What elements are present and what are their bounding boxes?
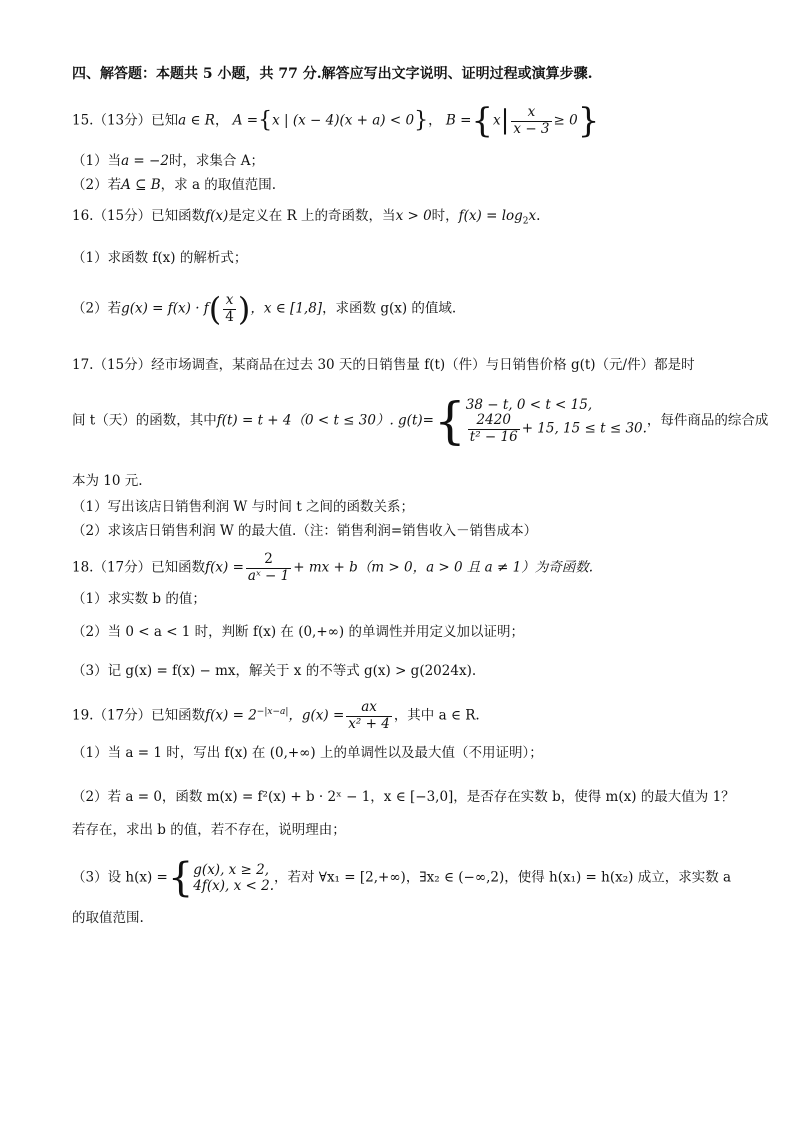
- q17-case2-num: 2420: [468, 413, 520, 430]
- q18-frac: [246, 552, 291, 584]
- q16-p2-post: ，求函数 g(x) 的值域.: [322, 300, 457, 317]
- q16-def-tail: x: [528, 208, 537, 224]
- q19-stem: [72, 700, 480, 732]
- left-brace-icon: {: [471, 101, 494, 141]
- q17-line1: 17.（15分）经市场调查，某商品在过去 30 天的日销售量 f(t)（件）与日销售价格 g(t)（元/件）都是时: [72, 357, 695, 373]
- left-brace-icon: {: [433, 392, 466, 450]
- q16-p2-frac: [223, 293, 236, 325]
- q16-mid: 是定义在 R 上的奇函数，当: [228, 208, 396, 224]
- q19-case2: 4f(x), x < 2.: [193, 878, 274, 894]
- q15-B-num: x: [511, 105, 551, 122]
- q19-head: 19.（17分）已知函数: [72, 707, 206, 724]
- q16-mid2: 时，: [431, 208, 459, 224]
- q15-B-rel: ≥ 0: [553, 112, 578, 129]
- left-brace-icon: {: [167, 855, 194, 901]
- section-title: 四、解答题：本题共 5 小题，共 77 分.解答应写出文字说明、证明过程或演算步骤.: [72, 66, 593, 82]
- q18-tail: + mx + b（m > 0，a > 0 且 a ≠ 1）为奇函数.: [293, 559, 594, 576]
- q15-sep1: ，: [214, 112, 229, 129]
- q16-def: f(x) = log: [458, 208, 523, 224]
- q15-p2-cond: A ⊆ B: [121, 177, 161, 193]
- q18-part3: （3）记 g(x) = f(x) − mx，解关于 x 的不等式 g(x) > g(2024x).: [72, 663, 477, 679]
- q15-set-a: a ∈ R: [178, 112, 215, 129]
- q16-part2: [72, 290, 457, 329]
- q16-p2-num: x: [223, 293, 236, 310]
- q15-part1: [72, 153, 264, 169]
- q16-log-base: 2: [522, 216, 529, 227]
- q19-g-num: ax: [346, 700, 392, 717]
- q17-part2: （2）求该店日销售利润 W 的最大值.（注：销售利润=销售收入－销售成本）: [72, 523, 538, 539]
- bar-icon: |: [500, 105, 510, 136]
- q17-cases: [466, 397, 647, 445]
- q19-f-exp: −|x−a|: [256, 707, 289, 718]
- q15-B-den: x − 3: [513, 120, 550, 137]
- right-brace-icon: }: [414, 107, 429, 133]
- q19-part2a: （2）若 a = 0，函数 m(x) = f²(x) + b · 2ˣ − 1，x ∈ [−3,0]，是否存在实数 b，使得 m(x) 的最大值为 1？: [72, 789, 735, 805]
- q18-num: 2: [246, 552, 291, 569]
- q15-B-x: x: [493, 112, 501, 129]
- q15-A-left: A =: [232, 112, 259, 129]
- q16-stem: [72, 208, 540, 227]
- q17-case2-den: t² − 16: [469, 428, 518, 445]
- q15-stem: [72, 101, 600, 141]
- q19-part1: （1）当 a = 1 时，写出 f(x) 在 (0,+∞) 上的单调性以及最大值（不用证明）；: [72, 745, 543, 761]
- q16-head: 16.（15分）已知函数: [72, 208, 206, 224]
- q15-part2: [72, 177, 276, 193]
- q15-p1-post: 时，求集合 A；: [168, 153, 264, 169]
- q19-cases: [193, 862, 274, 894]
- q15-head: 15.（13分）已知: [72, 112, 179, 129]
- q15-A-inner: x | (x − 4)(x + a) < 0: [272, 112, 415, 129]
- right-brace-icon: }: [577, 101, 600, 141]
- q19-g-pre: ，g(x) =: [288, 707, 345, 724]
- q18-den: aˣ − 1: [247, 567, 290, 584]
- q19-part3: [72, 855, 732, 901]
- q17-part1: （1）写出该店日销售利润 W 与时间 t 之间的函数关系；: [72, 499, 415, 515]
- left-paren-icon: (: [208, 290, 222, 329]
- q17-case1: 38 − t, 0 < t < 15,: [465, 396, 593, 413]
- q16-p2-dom: ，x ∈ [1,8]: [250, 300, 323, 317]
- q18-part2: （2）当 0 < a < 1 时，判断 f(x) 在 (0,+∞) 的单调性并用定义加以证明；: [72, 624, 524, 640]
- q19-part2b: 若存在，求出 b 的值，若不存在，说明理由；: [72, 822, 346, 838]
- q19-case1: g(x), x ≥ 2,: [193, 861, 270, 878]
- q18-f-left: f(x) =: [205, 559, 244, 576]
- q17-line2: [72, 392, 769, 450]
- q15-sep2: ，: [428, 112, 442, 129]
- q19-p3-post: ，若对 ∀x₁ = [2,+∞)，∃x₂ ∈ (−∞,2)，使得 h(x₁) = h(x₂) 成立，求实数 a: [274, 869, 732, 886]
- q15-B-frac: [511, 105, 551, 137]
- q19-part3-end: 的取值范围.: [72, 910, 144, 926]
- q15-p1-cond: a = −2: [121, 153, 169, 169]
- q18-stem: [72, 552, 593, 584]
- q19-g-den: x² + 4: [348, 715, 390, 732]
- q16-p2-den: 4: [225, 308, 234, 325]
- q17-case2-tail: + 15, 15 ≤ t ≤ 30.: [521, 420, 647, 437]
- q18-head: 18.（17分）已知函数: [72, 559, 206, 576]
- q16-end: .: [536, 208, 541, 224]
- q15-p2-pre: （2）若: [72, 177, 122, 193]
- q15-p1-pre: （1）当: [72, 153, 122, 169]
- q17-l2-f: f(t) = t + 4（0 < t ≤ 30）. g(t)=: [216, 412, 434, 429]
- q17-l2-pre: 间 t（天）的函数，其中: [72, 412, 217, 429]
- q18-part1: （1）求实数 b 的值；: [72, 591, 206, 607]
- q17-case2: [466, 413, 647, 445]
- q15-p2-post: ，求 a 的取值范围.: [160, 177, 277, 193]
- q17-line3: 本为 10 元.: [72, 473, 143, 489]
- q16-cond: x > 0: [395, 208, 432, 224]
- q19-g-frac: [346, 700, 392, 732]
- q15-B-left: B =: [445, 112, 472, 129]
- q19-g-post: ，其中 a ∈ R.: [393, 707, 480, 724]
- q16-p2-g: g(x) = f(x) · f: [121, 300, 209, 317]
- q19-p3-pre: （3）设 h(x) =: [72, 869, 168, 886]
- q16-fx: f(x): [205, 208, 229, 224]
- q16-p2-pre: （2）若: [72, 300, 122, 317]
- q17-l2-post: ，每件商品的综合成: [646, 412, 769, 429]
- right-paren-icon: ): [237, 290, 251, 329]
- q19-f-def: f(x) = 2: [205, 707, 257, 724]
- left-brace-icon: {: [258, 107, 273, 133]
- q16-part1: （1）求函数 f(x) 的解析式；: [72, 250, 248, 266]
